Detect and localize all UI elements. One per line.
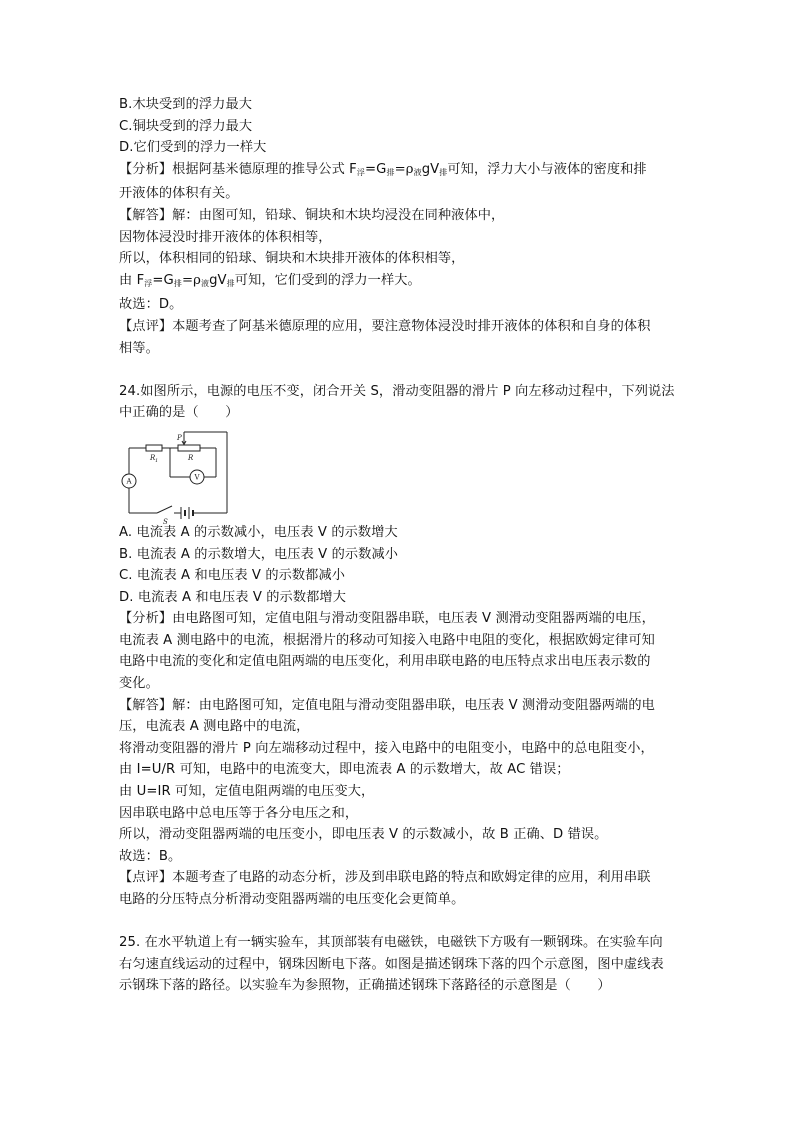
question-stem-line-1: 25. 在水平轨道上有一辆实验车，其顶部装有电磁铁，电磁铁下方吸有一颗钢珠。在实验车向: [119, 935, 663, 951]
option-c: C.铜块受到的浮力最大: [119, 118, 253, 134]
subscript-displaced: 排: [173, 278, 182, 288]
answer-line-7: 所以，滑动变阻器两端的电压变小，即电压表 V 的示数减小，故 B 正确、D 错误。: [119, 827, 608, 843]
answer-text: 可知，它们受到的浮力一样大。: [234, 272, 421, 288]
s-label: S: [163, 517, 168, 526]
option-b: B. 电流表 A 的示数增大，电压表 V 的示数减小: [119, 546, 399, 562]
p-label: P: [177, 433, 182, 442]
r1-subscript: 1: [155, 457, 159, 464]
answer-line-2: 因物体浸没时排开液体的体积相等，: [119, 229, 332, 245]
answer-text: =G: [152, 272, 174, 288]
analysis-text: gV: [421, 161, 440, 177]
option-b: B.木块受到的浮力最大: [119, 97, 253, 112]
answer-text: gV: [209, 272, 227, 288]
subscript-buoyancy: 浮: [144, 278, 153, 288]
analysis-line-3: 电路中电流的变化和定值电阻两端的电压变化，利用串联电路的电压特点求出电压表示数的: [119, 654, 651, 670]
answer-line-3: 所以，体积相同的铅球、铜块和木块排开液体的体积相等，: [119, 251, 465, 267]
analysis-line-1: 【分析】由电路图可知，定值电阻与滑动变阻器串联，电压表 V 测滑动变阻器两端的电压，: [119, 611, 655, 627]
answer-line-1: 【解答】解：由图可知，铅球、铜块和木块均浸没在同种液体中，: [119, 207, 505, 223]
question-stem-line-1: 24.如图所示，电源的电压不变，闭合开关 S，滑动变阻器的滑片 P 向左移动过程中，下列说法: [119, 383, 675, 399]
spacer: [119, 359, 689, 381]
option-c: C. 电流表 A 和电压表 V 的示数都减小: [119, 568, 346, 584]
document-page: [119, 94, 689, 997]
option-d: D.它们受到的浮力一样大: [119, 140, 267, 156]
question-24: [119, 381, 689, 911]
resistor-r1: [146, 445, 162, 451]
analysis-text: =ρ: [394, 161, 414, 177]
comment-line-2: 相等。: [119, 340, 159, 356]
question-stem-line-2: 中正确的是（ ）: [119, 405, 239, 421]
comment-line-2: 电路的分压特点分析滑动变阻器两端的电压变化会更简单。: [119, 892, 465, 907]
answer-line-1: 【解答】解：由电路图可知，定值电阻与滑动变阻器串联，电压表 V 测滑动变阻器两端的电: [119, 697, 655, 713]
subscript-displaced: 排: [226, 278, 235, 288]
r1-label: R: [150, 453, 156, 462]
answer-line-2: 压，电流表 A 测电路中的电流，: [119, 719, 310, 735]
switch-blade: [157, 506, 172, 513]
option-d: D. 电流表 A 和电压表 V 的示数都增大: [119, 589, 346, 605]
subscript-displaced: 排: [386, 167, 395, 177]
analysis-line-2: 电流表 A 测电路中的电流，根据滑片的移动可知接入电路中电阻的变化，根据欧姆定律可知: [119, 632, 655, 648]
answer-line-4: 由 I=U/R 可知，电路中的电流变大，即电流表 A 的示数增大，故 AC 错误；: [119, 762, 570, 778]
analysis-text: 【分析】根据阿基米德原理的推导公式 F: [119, 161, 357, 177]
r-label: R: [188, 453, 194, 462]
circuit-diagram: [119, 428, 231, 526]
question-stem-line-2: 右匀速直线运动的过程中，钢珠因断电下落。如图是描述钢珠下落的四个示意图，图中虚线表: [119, 956, 664, 972]
analysis-text: 可知，浮力大小与液体的密度和排: [447, 161, 647, 177]
spacer: [119, 911, 689, 933]
question-stem-line-3: 示钢珠下落的路径。以实验车为参照物，正确描述钢珠下落路径的示意图是（ ）: [119, 978, 611, 994]
subscript-displaced: 排: [439, 167, 448, 177]
analysis-line-1: [119, 159, 689, 184]
answer-line-6: 因串联电路中总电压等于各分电压之和，: [119, 805, 359, 821]
subscript-liquid: 液: [413, 167, 422, 177]
ammeter-label: A: [126, 477, 132, 486]
answer-line-5: 由 U=IR 可知，定值电阻两端的电压变大，: [119, 784, 375, 800]
analysis-text: =G: [364, 161, 387, 177]
comment-line-1: 【点评】本题考查了电路的动态分析，涉及到串联电路的特点和欧姆定律的应用，利用串联: [119, 870, 651, 886]
question-25: [119, 932, 689, 997]
answer-line-4: [119, 270, 689, 295]
comment-line-1: 【点评】本题考查了阿基米德原理的应用，要注意物体浸没时排开液体的体积和自身的体积: [119, 318, 651, 334]
answer-text: 由 F: [119, 272, 145, 288]
analysis-line-4: 变化。: [119, 676, 159, 692]
analysis-line-2: 开液体的体积有关。: [119, 186, 239, 202]
subscript-buoyancy: 浮: [356, 167, 365, 177]
question-23: [119, 94, 689, 359]
voltmeter-label: V: [194, 473, 200, 482]
option-a: A. 电流表 A 的示数减小，电压表 V 的示数增大: [119, 524, 398, 540]
choice-line: 故选：B。: [119, 848, 182, 864]
subscript-liquid: 液: [200, 278, 210, 288]
choice-line: 故选：D。: [119, 297, 183, 313]
answer-text: =ρ: [181, 272, 201, 288]
rheostat-r: [178, 445, 200, 451]
answer-line-3: 将滑动变阻器的滑片 P 向左端移动过程中，接入电路中的电阻变小，电路中的总电阻变小，: [119, 740, 654, 756]
